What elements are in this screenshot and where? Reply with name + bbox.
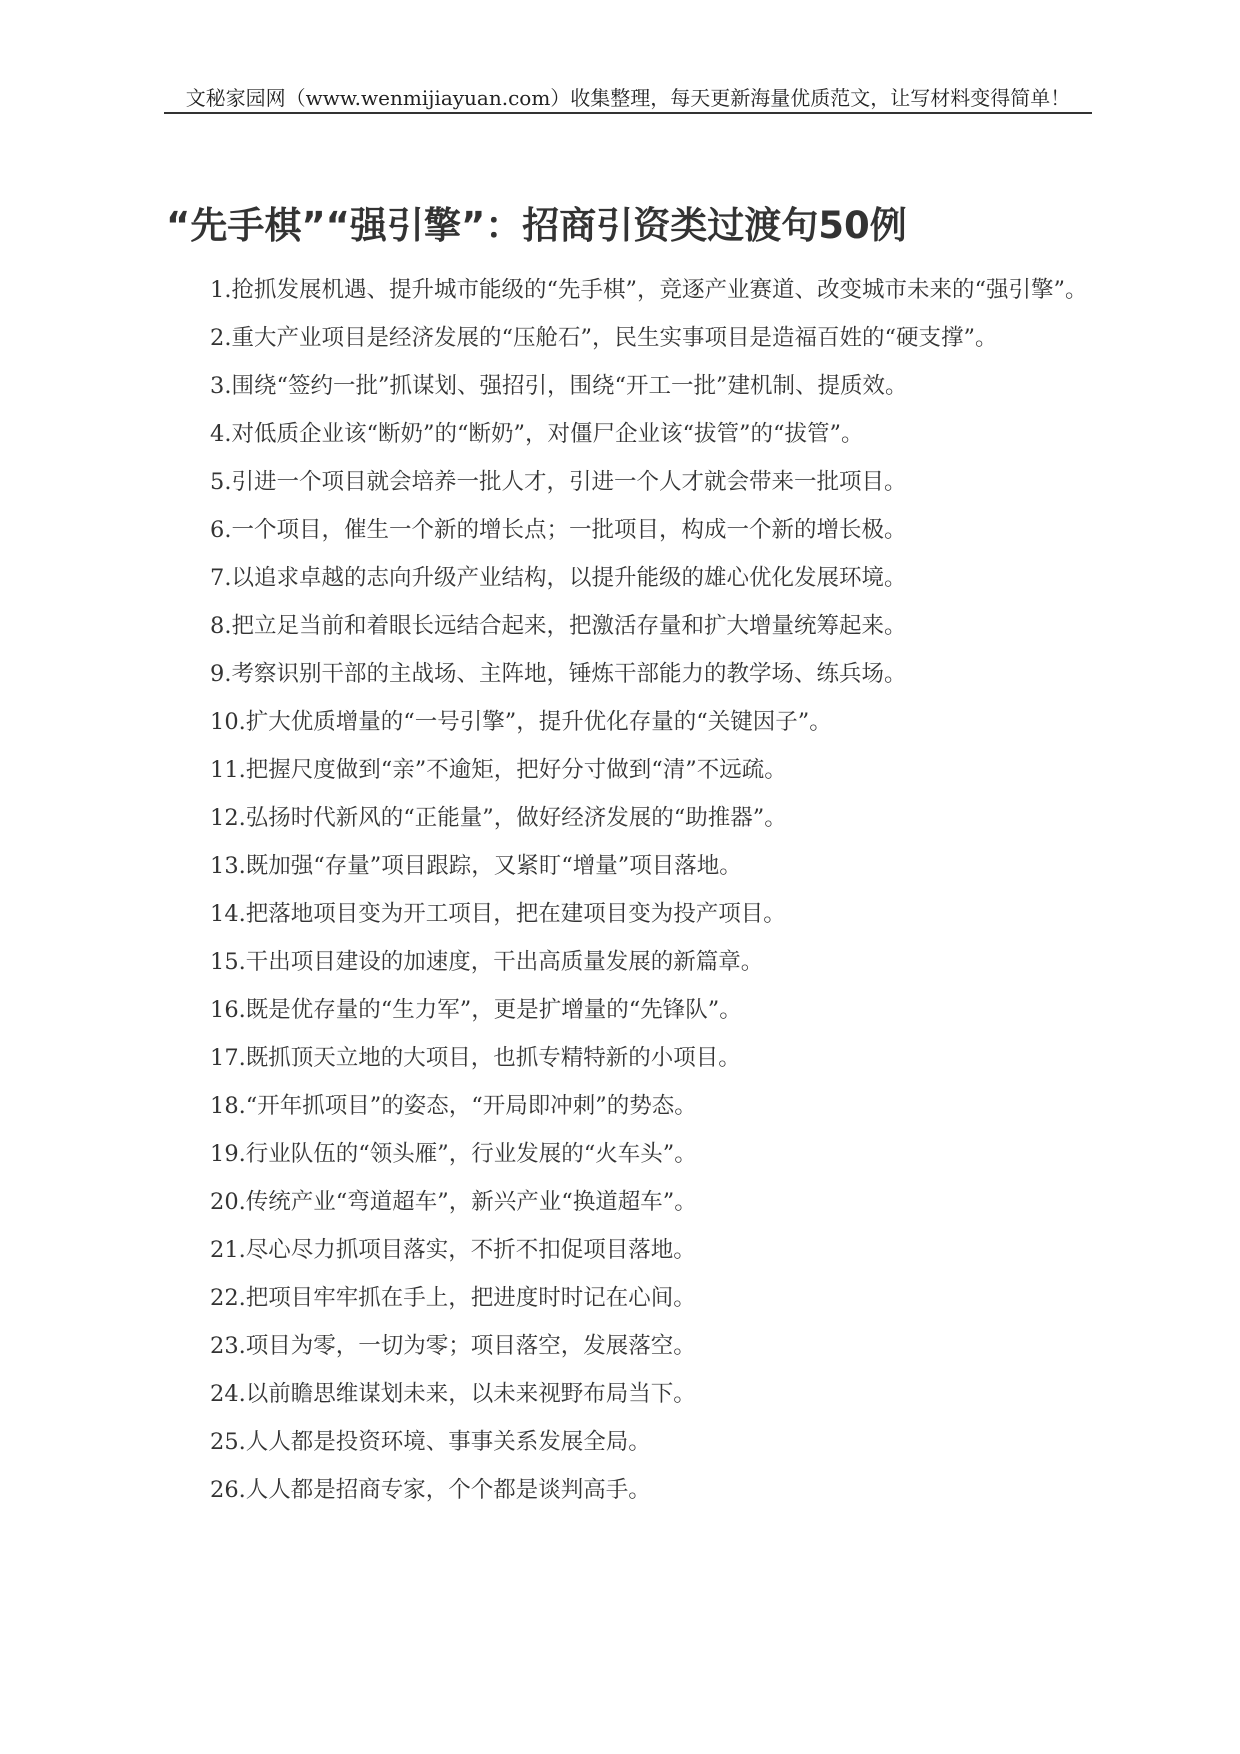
list-item: 20.传统产业“弯道超车”，新兴产业“换道超车”。 (210, 1189, 697, 1215)
list-item: 3.围绕“签约一批”抓谋划、强招引，围绕“开工一批”建机制、提质效。 (210, 373, 908, 399)
sentence-list (162, 272, 1092, 1520)
list-item: 26.人人都是招商专家，个个都是谈判高手。 (210, 1477, 651, 1503)
list-item: 19.行业队伍的“领头雁”，行业发展的“火车头”。 (210, 1141, 697, 1167)
list-item: 7.以追求卓越的志向升级产业结构，以提升能级的雄心优化发展环境。 (210, 565, 907, 591)
list-item: 12.弘扬时代新风的“正能量”，做好经济发展的“助推器”。 (210, 805, 787, 831)
list-item: 15.干出项目建设的加速度，干出高质量发展的新篇章。 (210, 949, 764, 975)
list-item: 11.把握尺度做到“亲”不逾矩，把好分寸做到“清”不远疏。 (210, 757, 787, 783)
list-item: 21.尽心尽力抓项目落实，不折不扣促项目落地。 (210, 1237, 696, 1263)
document-title: “先手棋”“强引擎”：招商引资类过渡句50例 (166, 204, 907, 247)
list-item: 6.一个项目，催生一个新的增长点；一批项目，构成一个新的增长极。 (210, 517, 907, 543)
list-item: 4.对低质企业该“断奶”的“断奶”，对僵尸企业该“拔管”的“拔管”。 (210, 421, 864, 447)
list-item: 22.把项目牢牢抓在手上，把进度时时记在心间。 (210, 1285, 696, 1311)
list-item: 1.抢抓发展机遇、提升城市能级的“先手棋”，竞逐产业赛道、改变城市未来的“强引擎”。 (210, 277, 1088, 303)
list-item: 24.以前瞻思维谋划未来，以未来视野布局当下。 (210, 1381, 696, 1407)
list-item: 9.考察识别干部的主战场、主阵地，锤炼干部能力的教学场、练兵场。 (210, 661, 907, 687)
list-item: 23.项目为零，一切为零；项目落空，发展落空。 (210, 1333, 696, 1359)
list-item: 25.人人都是投资环境、事事关系发展全局。 (210, 1429, 651, 1455)
list-item: 2.重大产业项目是经济发展的“压舱石”，民生实事项目是造福百姓的“硬支撑”。 (210, 325, 998, 351)
list-item: 18.“开年抓项目”的姿态，“开局即冲刺”的势态。 (210, 1093, 697, 1119)
list-item: 5.引进一个项目就会培养一批人才，引进一个人才就会带来一批项目。 (210, 469, 907, 495)
list-item: 8.把立足当前和着眼长远结合起来，把激活存量和扩大增量统筹起来。 (210, 613, 907, 639)
list-item: 14.把落地项目变为开工项目，把在建项目变为投产项目。 (210, 901, 786, 927)
list-item: 13.既加强“存量”项目跟踪，又紧盯“增量”项目落地。 (210, 853, 742, 879)
page-header: 文秘家园网（www.wenmijiayuan.com）收集整理，每天更新海量优质范文，让写材料变得简单！ (164, 86, 1092, 114)
list-item: 10.扩大优质增量的“一号引擎”，提升优化存量的“关键因子”。 (210, 709, 832, 735)
list-item: 16.既是优存量的“生力军”，更是扩增量的“先锋队”。 (210, 997, 742, 1023)
list-item: 17.既抓顶天立地的大项目，也抓专精特新的小项目。 (210, 1045, 741, 1071)
